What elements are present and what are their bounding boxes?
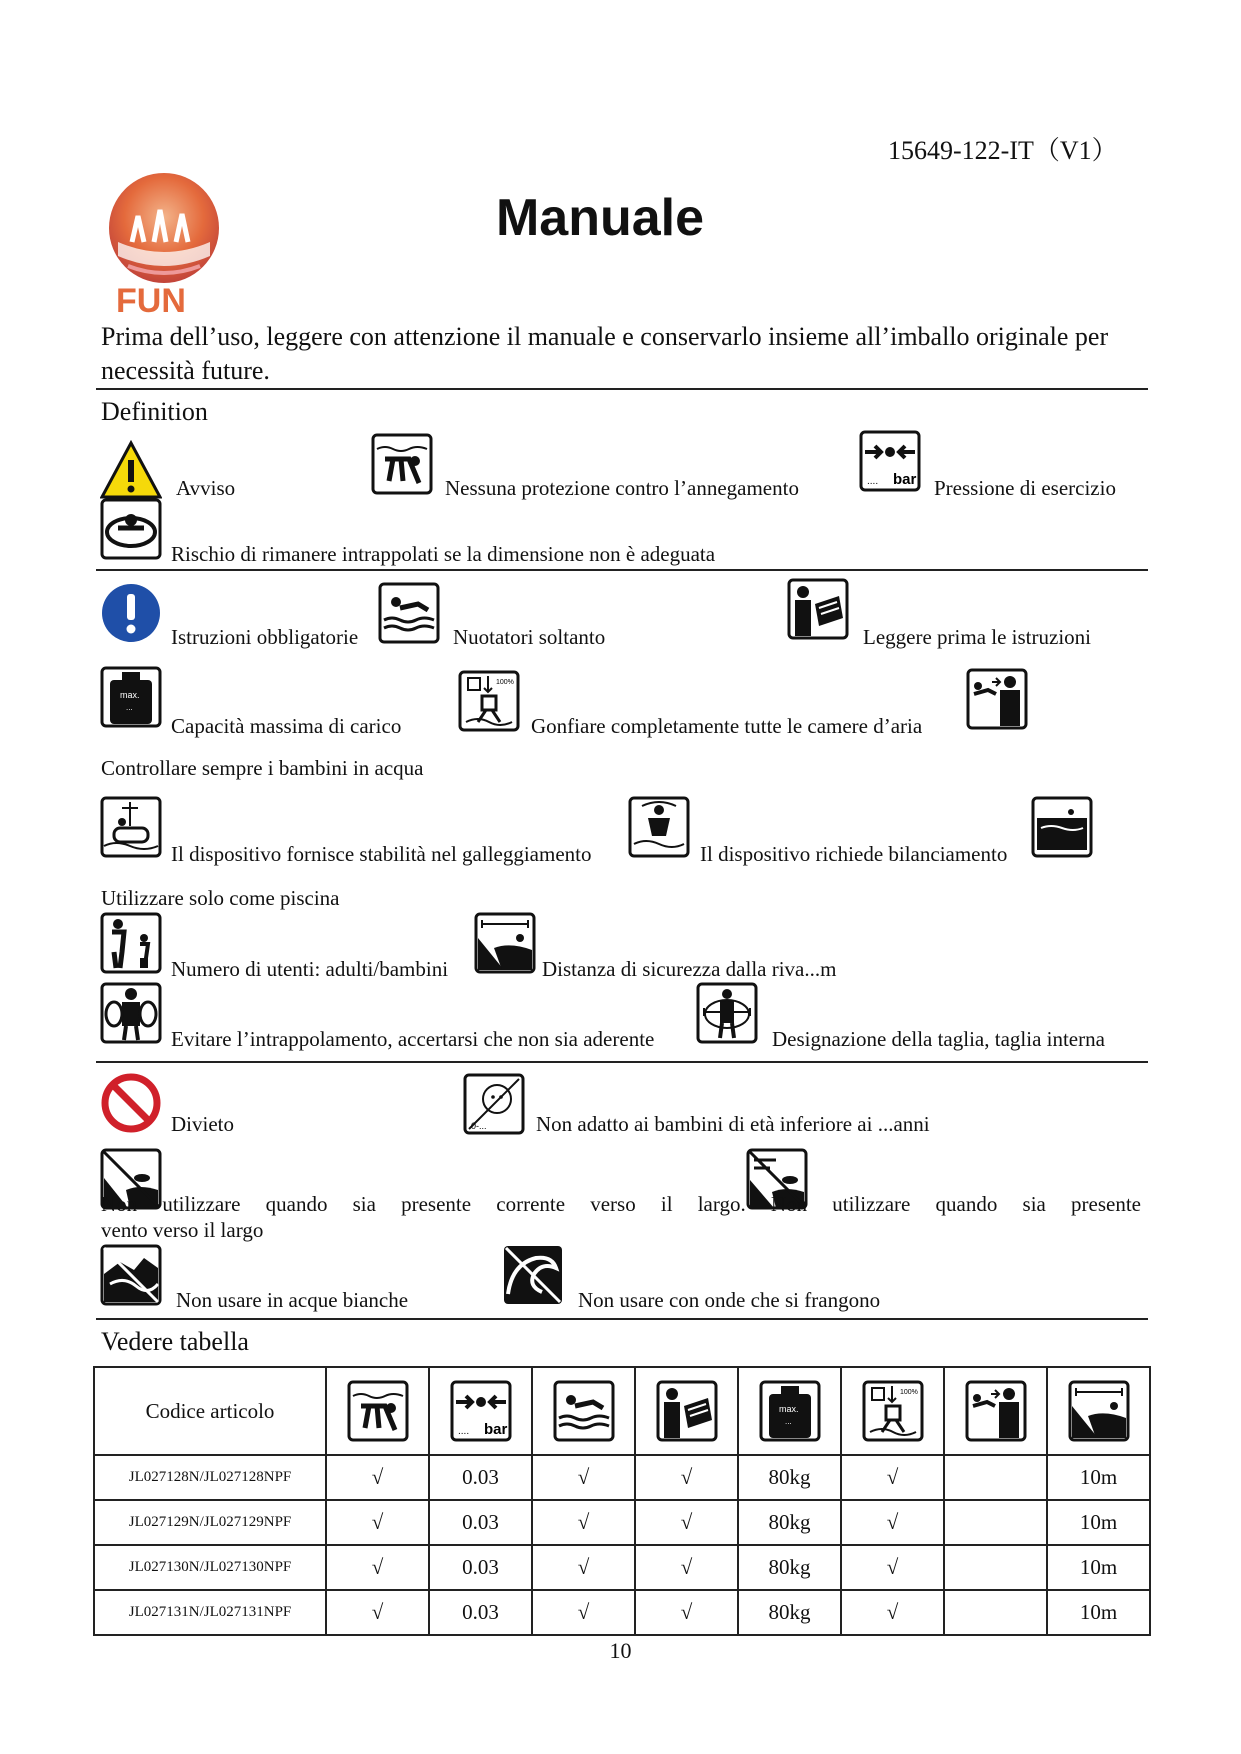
item-code: JL027131N/JL027131NPF	[94, 1590, 326, 1635]
table-cell: √	[532, 1545, 635, 1590]
label-pool-only: Utilizzare solo come piscina	[101, 886, 340, 910]
table-cell: 80kg	[738, 1590, 841, 1635]
label-age: Non adatto ai bambini di età inferiore ai ...anni	[536, 1112, 930, 1136]
inflate-icon	[458, 670, 520, 732]
table-cell: 0.03	[429, 1455, 532, 1500]
page-number: 10	[609, 1638, 632, 1663]
code-header: Codice articolo	[94, 1367, 326, 1455]
table-cell: 10m	[1047, 1455, 1150, 1500]
definition-heading: Definition	[101, 397, 208, 426]
warning-icon	[100, 440, 162, 502]
label-avviso: Avviso	[176, 476, 236, 500]
mandatory-icon	[100, 582, 162, 644]
svg-text:100%: 100%	[899, 1389, 918, 1396]
divider	[96, 388, 1148, 390]
svg-text:max.: max.	[778, 1404, 799, 1414]
table-row	[94, 1590, 1150, 1635]
label-avoid-trap: Evitare l’intrappolamento, accertarsi che non sia aderente	[171, 1027, 655, 1051]
table-cell: √	[532, 1500, 635, 1545]
label-trap-risk: Rischio di rimanere intrappolati se la dimensione non è adeguata	[171, 542, 716, 566]
page-title: Manuale	[495, 189, 705, 247]
table-cell	[944, 1590, 1047, 1635]
table-cell	[944, 1455, 1047, 1500]
table-cell: 10m	[1047, 1500, 1150, 1545]
label-read-first: Leggere prima le istruzioni	[863, 625, 1091, 649]
table-heading: Vedere tabella	[101, 1327, 249, 1356]
table-cell: √	[532, 1590, 635, 1635]
swimmers-icon	[378, 582, 440, 644]
pool-only-icon	[1031, 796, 1093, 858]
table-cell: √	[635, 1500, 738, 1545]
table-cell: √	[326, 1500, 429, 1545]
svg-text:....: ....	[867, 476, 879, 487]
item-code: JL027129N/JL027129NPF	[94, 1500, 326, 1545]
users-icon	[100, 912, 162, 974]
pressure-icon	[429, 1367, 532, 1455]
label-supervise: Controllare sempre i bambini in acqua	[101, 756, 424, 780]
table-cell: √	[326, 1545, 429, 1590]
table-cell: √	[635, 1590, 738, 1635]
label-size: Designazione della taglia, taglia interna	[772, 1027, 1105, 1051]
table-row	[94, 1500, 1150, 1545]
inflate-icon	[841, 1367, 944, 1455]
avoid-trap-icon	[100, 982, 162, 1044]
table-cell: √	[841, 1455, 944, 1500]
table-cell: √	[841, 1545, 944, 1590]
intro-paragraph: Prima dell’uso, leggere con attenzione il manuale e conservarlo insieme all’imballo originale per necessità future.	[101, 322, 1109, 385]
table-cell	[944, 1545, 1047, 1590]
label-stability: Il dispositivo fornisce stabilità nel galleggiamento	[171, 842, 592, 866]
label-no-protection: Nessuna protezione contro l’annegamento	[445, 476, 799, 500]
label-balance: Il dispositivo richiede bilanciamento	[700, 842, 1008, 866]
table-cell: √	[532, 1455, 635, 1500]
spec-table	[93, 1366, 1151, 1636]
svg-text:0-...: 0-...	[471, 1121, 487, 1131]
read-first-icon	[635, 1367, 738, 1455]
no-protection-icon	[371, 433, 433, 495]
pressure-icon	[859, 430, 921, 492]
svg-text:100%: 100%	[496, 679, 514, 686]
supervise-icon	[966, 668, 1028, 730]
swimmers-icon	[532, 1367, 635, 1455]
logo-text: FUN	[116, 282, 186, 317]
table-cell: 80kg	[738, 1455, 841, 1500]
table-row	[94, 1455, 1150, 1500]
label-pressure: Pressione di esercizio	[934, 476, 1116, 500]
distance-icon	[1047, 1367, 1150, 1455]
label-distance: Distanza di sicurezza dalla riva...m	[542, 957, 837, 981]
table-cell: 80kg	[738, 1545, 841, 1590]
age-icon	[463, 1073, 525, 1135]
table-cell: 0.03	[429, 1545, 532, 1590]
divider	[96, 569, 1148, 571]
label-offshore-current-wind: Non utilizzare quando sia presente corrente verso il largo. Non utilizzare quando sia presente	[101, 1192, 1141, 1216]
table-row	[94, 1545, 1150, 1590]
label-breaking-waves: Non usare con onde che si frangono	[578, 1288, 881, 1312]
white-water-icon	[100, 1244, 162, 1306]
prohibition-icon	[100, 1072, 162, 1134]
read-first-icon	[787, 578, 849, 640]
stability-icon	[100, 796, 162, 858]
label-inflate: Gonfiare completamente tutte le camere d’aria	[531, 714, 923, 738]
table-cell: √	[326, 1590, 429, 1635]
svg-text:bar: bar	[893, 471, 917, 488]
table-cell: 10m	[1047, 1545, 1150, 1590]
balance-icon	[628, 796, 690, 858]
trap-risk-icon	[100, 498, 162, 560]
label-mandatory: Istruzioni obbligatorie	[171, 625, 359, 649]
table-cell: √	[326, 1455, 429, 1500]
breaking-waves-icon	[502, 1244, 564, 1306]
max-load-icon	[100, 666, 162, 728]
divider	[96, 1061, 1148, 1063]
label-offshore-wind-cont: vento verso il largo	[101, 1218, 264, 1242]
table-cell: 0.03	[429, 1590, 532, 1635]
label-users: Numero di utenti: adulti/bambini	[171, 957, 449, 981]
distance-icon	[474, 912, 536, 974]
label-prohibition: Divieto	[171, 1112, 234, 1136]
table-cell	[944, 1500, 1047, 1545]
table-cell: √	[841, 1590, 944, 1635]
svg-text:...: ...	[784, 1417, 792, 1426]
no-protection-icon	[326, 1367, 429, 1455]
label-max-load: Capacità massima di carico	[171, 714, 402, 738]
divider	[96, 1318, 1148, 1320]
svg-text:bar: bar	[483, 1421, 507, 1438]
label-swimmers: Nuotatori soltanto	[453, 625, 606, 649]
table-cell: √	[635, 1545, 738, 1590]
table-header-row	[94, 1367, 1150, 1455]
max-load-icon	[738, 1367, 841, 1455]
table-cell: 80kg	[738, 1500, 841, 1545]
table-cell: 10m	[1047, 1590, 1150, 1635]
label-white-water: Non usare in acque bianche	[176, 1288, 409, 1312]
document-id: 15649-122-IT（V1）	[888, 136, 1118, 165]
svg-text:max.: max.	[120, 690, 140, 700]
size-icon	[696, 982, 758, 1044]
item-code: JL027130N/JL027130NPF	[94, 1545, 326, 1590]
table-cell: √	[635, 1455, 738, 1500]
table-cell: √	[841, 1500, 944, 1545]
svg-text:....: ....	[457, 1426, 469, 1437]
table-cell: 0.03	[429, 1500, 532, 1545]
supervise-icon	[944, 1367, 1047, 1455]
item-code: JL027128N/JL027128NPF	[94, 1455, 326, 1500]
svg-text:...: ...	[126, 703, 133, 712]
